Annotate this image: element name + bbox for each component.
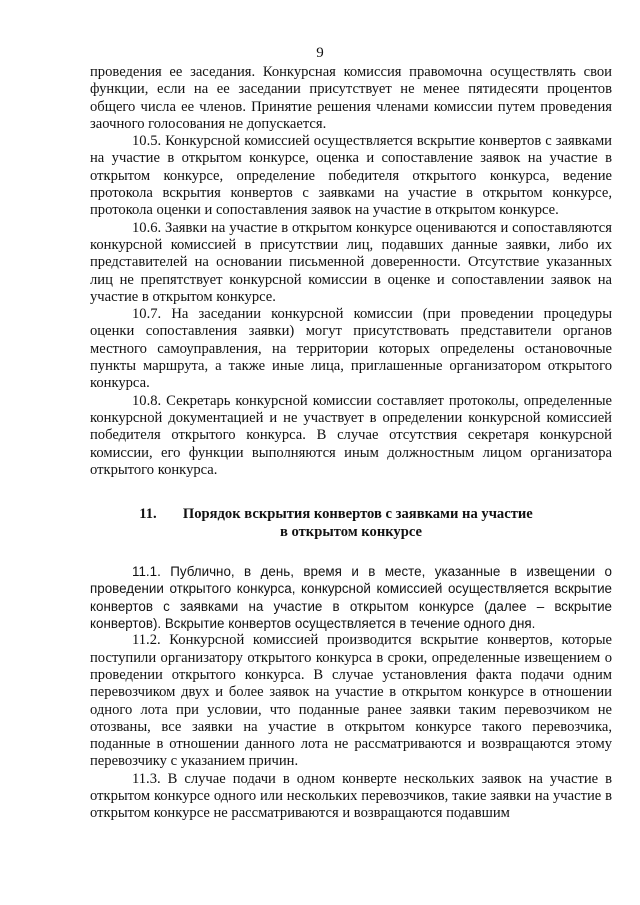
paragraph-10-7: 10.7. На заседании конкурсной комиссии (при проведении процедуры оценки сопоставления заявки) могут присутствовать представители органов местного самоуправления, на территории которых определены остановочные пункты маршрута, а также иные лица, приглашенные организатором открытого конкурса. (90, 306, 612, 392)
paragraph-11-3: 11.3. В случае подачи в одном конверте нескольких заявок на участие в открытом конкурсе одного или нескольких перевозчиков, такие заявки на участие в открытом конкурсе не рассматриваются и возвращаются подавшим (90, 770, 612, 822)
paragraph-continuation: проведения ее заседания. Конкурсная комиссия правомочна осуществлять свои функции, если на ее заседании присутствует не менее пятидесяти процентов общего числа ее членов. Принятие решения членами комиссии путем проведения заочного голосования не допускается. (90, 64, 612, 132)
section-heading (90, 505, 612, 541)
page-number: 9 (316, 45, 324, 61)
section-title-line1: Порядок вскрытия конвертов с заявками на участие (182, 506, 533, 523)
paragraph-11-2: 11.2. Конкурсной комиссией производится вскрытие конвертов, которые поступили организатору открытого конкурса в сроки, определенные извещением о проведении открытого конкурса. В случае установления факта подачи одним перевозчиком двух и более заявок на участие в открытом конкурсе в отношении одного лота при условии, что поданные ранее заявки таким перевозчиком не отозваны, все заявки на участие в открытом конкурсе такого перевозчика, поданные в отношении данного лота не рассматриваются и возвращаются этому перевозчику с указанием причин. (90, 632, 612, 770)
paragraph-10-5: 10.5. Конкурсной комиссией осуществляется вскрытие конвертов с заявками на участие в открытом конкурсе, оценка и сопоставление заявок на участие в открытом конкурсе, определение победителя открытого конкурса, ведение протокола вскрытия конвертов с заявками на участие в открытом конкурсе, протокола оценки и сопоставления заявок на участие в открытом конкурсе. (90, 133, 612, 219)
paragraph-11-1: 11.1. Публично, в день, время и в месте, указанные в извещении о проведении открытого конкурса, конкурсной комиссией осуществляется вскрытие конвертов с заявками на участие в открытом конкурсе (далее – вскрытие конвертов). Вскрытие конвертов осуществляется в течение одного дня. (90, 564, 612, 632)
paragraph-10-8: 10.8. Секретарь конкурсной комиссии составляет протоколы, определенные конкурсной документацией и не участвует в определении конкурсной комиссией победителя открытого конкурса. В случае отсутствия секретаря конкурсной комиссии, его функции выполняются иным должностным лицом организатора открытого конкурса. (90, 392, 612, 478)
paragraph-10-6: 10.6. Заявки на участие в открытом конкурсе оцениваются и сопоставляются конкурсной комиссией в присутствии лиц, подавших данные заявки, либо их представителей на основании письменной доверенности. Отсутствие указанных лиц не препятствует конкурсной комиссии в оценке и сопоставлении заявок на участие в открытом конкурсе. (90, 219, 612, 305)
section-title-line2: в открытом конкурсе (280, 524, 422, 541)
section-number: 11. (139, 506, 157, 523)
document-body (90, 64, 612, 823)
